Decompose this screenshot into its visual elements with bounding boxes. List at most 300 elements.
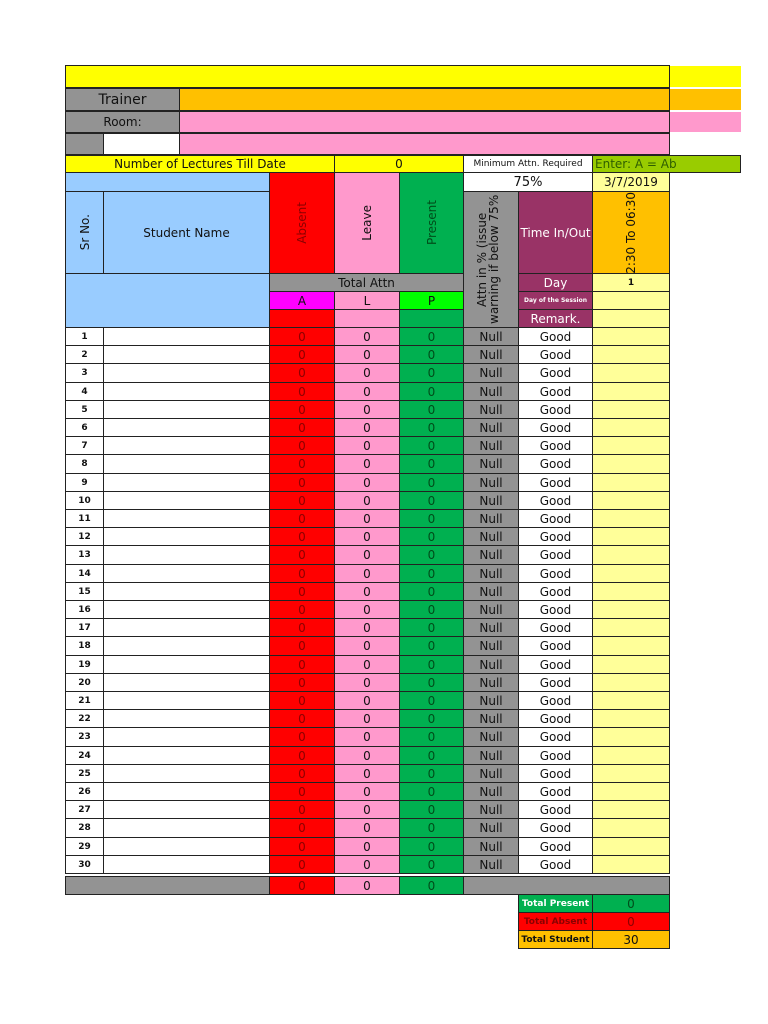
row-day-entry[interactable]	[592, 782, 670, 801]
row-present-count: 0	[399, 473, 464, 492]
row-day-entry[interactable]	[592, 363, 670, 383]
row-remark: Good	[518, 618, 593, 637]
row-sr-no: 30	[65, 855, 104, 874]
row-absent-count: 0	[269, 564, 335, 583]
row-attn-pct: Null	[463, 818, 519, 838]
row-remark: Good	[518, 400, 593, 419]
row-sr-no: 16	[65, 600, 104, 619]
row-sr-no: 24	[65, 746, 104, 765]
session-time-cell[interactable]	[592, 191, 670, 274]
trainer-label-cell	[65, 88, 180, 111]
session-time-value: 2:30 To 06:30	[624, 191, 638, 274]
row-remark: Good	[518, 655, 593, 674]
row-student-name[interactable]	[103, 800, 270, 819]
row-leave-count: 0	[334, 491, 400, 510]
l-blank-cell	[334, 309, 400, 328]
row-leave-count: 0	[334, 600, 400, 619]
row-present-count: 0	[399, 746, 464, 765]
p-blank-cell	[399, 309, 464, 328]
leave-label: Leave	[360, 205, 374, 241]
row-attn-pct: Null	[463, 618, 519, 637]
student-name-label: Student Name	[143, 225, 230, 240]
time-in-out-label: Time In/Out	[520, 225, 591, 240]
row-day-entry[interactable]	[592, 382, 670, 401]
row-leave-count: 0	[334, 582, 400, 601]
row-day-entry[interactable]	[592, 582, 670, 601]
row-leave-count: 0	[334, 618, 400, 637]
row-day-entry[interactable]	[592, 655, 670, 674]
row-student-name[interactable]	[103, 400, 270, 419]
absent-header	[269, 172, 335, 274]
row-attn-pct: Null	[463, 363, 519, 383]
trainer-value-cell[interactable]	[179, 88, 670, 111]
row-leave-count: 0	[334, 400, 400, 419]
remark-header	[518, 309, 593, 328]
row-present-count: 0	[399, 454, 464, 474]
row-absent-count: 0	[269, 491, 335, 510]
row-remark: Good	[518, 782, 593, 801]
row-attn-pct: Null	[463, 582, 519, 601]
row-student-name[interactable]	[103, 837, 270, 856]
row-leave-count: 0	[334, 345, 400, 364]
date-cell[interactable]	[592, 172, 670, 192]
total-present-col	[399, 876, 464, 895]
total-attn-label: Total Attn	[338, 275, 395, 290]
row-attn-pct: Null	[463, 491, 519, 510]
row-student-name[interactable]	[103, 746, 270, 765]
l-label: L	[363, 293, 371, 308]
row-absent-count: 0	[269, 837, 335, 856]
row-sr-no: 27	[65, 800, 104, 819]
summary-present-value: 0	[627, 896, 635, 911]
blank-white-cell[interactable]	[103, 133, 180, 155]
row-remark: Good	[518, 818, 593, 838]
row-absent-count: 0	[269, 782, 335, 801]
row-sr-no: 22	[65, 709, 104, 728]
row-student-name[interactable]	[103, 509, 270, 528]
row-attn-pct: Null	[463, 727, 519, 747]
row-remark: Good	[518, 327, 593, 346]
row-absent-count: 0	[269, 818, 335, 838]
row-sr-no: 10	[65, 491, 104, 510]
row-student-name[interactable]	[103, 527, 270, 546]
row-day-entry[interactable]	[592, 400, 670, 419]
present-header	[399, 172, 464, 274]
row-attn-pct: Null	[463, 855, 519, 874]
row-present-count: 0	[399, 673, 464, 692]
summary-absent-value-cell	[592, 912, 670, 931]
row-present-count: 0	[399, 491, 464, 510]
row-remark: Good	[518, 564, 593, 583]
summary-present-label: Total Present	[521, 898, 590, 909]
row-leave-count: 0	[334, 855, 400, 874]
row-sr-no: 9	[65, 473, 104, 492]
header-blank-bottom	[65, 273, 270, 328]
row-absent-count: 0	[269, 382, 335, 401]
row-absent-count: 0	[269, 600, 335, 619]
day-of-session-cell[interactable]	[592, 291, 670, 310]
row-day-entry[interactable]	[592, 818, 670, 838]
day-of-session-label: Day of the Session	[524, 297, 587, 304]
row-present-count: 0	[399, 800, 464, 819]
total-absent-col-value: 0	[298, 878, 306, 893]
row-student-name[interactable]	[103, 855, 270, 874]
day-label: Day	[543, 275, 568, 290]
remark-blank-cell[interactable]	[592, 309, 670, 328]
row-present-count: 0	[399, 545, 464, 565]
row-remark: Good	[518, 418, 593, 437]
p-header	[399, 291, 464, 310]
a-label: A	[297, 293, 307, 308]
row-sr-no: 21	[65, 691, 104, 710]
title-bar-overflow	[670, 66, 741, 87]
row-sr-no: 23	[65, 727, 104, 747]
row-student-name[interactable]	[103, 600, 270, 619]
row-absent-count: 0	[269, 655, 335, 674]
row-present-count: 0	[399, 818, 464, 838]
day-value-cell[interactable]	[592, 273, 670, 292]
row-absent-count: 0	[269, 764, 335, 783]
row-absent-count: 0	[269, 800, 335, 819]
row-remark: Good	[518, 363, 593, 383]
row-attn-pct: Null	[463, 436, 519, 455]
row-leave-count: 0	[334, 800, 400, 819]
row-attn-pct: Null	[463, 600, 519, 619]
row-remark: Good	[518, 746, 593, 765]
row-remark: Good	[518, 855, 593, 874]
row-absent-count: 0	[269, 545, 335, 565]
row-student-name[interactable]	[103, 473, 270, 492]
row-day-entry[interactable]	[592, 418, 670, 437]
row-leave-count: 0	[334, 473, 400, 492]
totals-blank-left	[65, 876, 270, 895]
row-sr-no: 6	[65, 418, 104, 437]
row-attn-pct: Null	[463, 746, 519, 765]
row-sr-no: 12	[65, 527, 104, 546]
row-present-count: 0	[399, 527, 464, 546]
row-day-entry[interactable]	[592, 345, 670, 364]
row-attn-pct: Null	[463, 655, 519, 674]
row-present-count: 0	[399, 418, 464, 437]
row-attn-pct: Null	[463, 636, 519, 656]
row-sr-no: 15	[65, 582, 104, 601]
row-absent-count: 0	[269, 855, 335, 874]
row-absent-count: 0	[269, 618, 335, 637]
room-value-overflow	[670, 112, 741, 132]
remark-label: Remark.	[530, 311, 581, 326]
l-header	[334, 291, 400, 310]
row-sr-no: 13	[65, 545, 104, 565]
row-absent-count: 0	[269, 363, 335, 383]
row-absent-count: 0	[269, 327, 335, 346]
title-bar[interactable]	[65, 65, 670, 88]
row-sr-no: 25	[65, 764, 104, 783]
row-absent-count: 0	[269, 454, 335, 474]
room-label-cell	[65, 111, 180, 133]
row-student-name[interactable]	[103, 454, 270, 474]
totals-blank-right	[463, 876, 670, 895]
row-leave-count: 0	[334, 454, 400, 474]
summary-absent-label-cell	[518, 912, 593, 931]
row-leave-count: 0	[334, 727, 400, 747]
row-sr-no: 1	[65, 327, 104, 346]
row-leave-count: 0	[334, 746, 400, 765]
row-leave-count: 0	[334, 509, 400, 528]
min-attn-value: 75%	[513, 174, 543, 190]
row-present-count: 0	[399, 400, 464, 419]
row-absent-count: 0	[269, 418, 335, 437]
row-absent-count: 0	[269, 746, 335, 765]
row-day-entry[interactable]	[592, 473, 670, 492]
row-day-entry[interactable]	[592, 764, 670, 783]
row-student-name[interactable]	[103, 782, 270, 801]
summary-absent-value: 0	[627, 914, 635, 929]
row-student-name[interactable]	[103, 564, 270, 583]
row-day-entry[interactable]	[592, 454, 670, 474]
min-attn-label: Minimum Attn. Required	[473, 159, 583, 169]
student-name-header	[103, 191, 270, 274]
row-sr-no: 2	[65, 345, 104, 364]
row-student-name[interactable]	[103, 363, 270, 383]
row-sr-no: 8	[65, 454, 104, 474]
row-attn-pct: Null	[463, 345, 519, 364]
row-attn-pct: Null	[463, 527, 519, 546]
row-student-name[interactable]	[103, 382, 270, 401]
row-present-count: 0	[399, 582, 464, 601]
row-present-count: 0	[399, 618, 464, 637]
row-day-entry[interactable]	[592, 564, 670, 583]
row-student-name[interactable]	[103, 673, 270, 692]
lectures-label: Number of Lectures Till Date	[114, 157, 286, 171]
time-in-out-header	[518, 191, 593, 274]
row-absent-count: 0	[269, 691, 335, 710]
row-present-count: 0	[399, 691, 464, 710]
row-day-entry[interactable]	[592, 636, 670, 656]
row-day-entry[interactable]	[592, 800, 670, 819]
row-student-name[interactable]	[103, 618, 270, 637]
row-attn-pct: Null	[463, 691, 519, 710]
row-day-entry[interactable]	[592, 436, 670, 455]
row-day-entry[interactable]	[592, 600, 670, 619]
row-student-name[interactable]	[103, 709, 270, 728]
summary-present-label-cell	[518, 894, 593, 913]
lectures-value-cell[interactable]	[334, 155, 464, 173]
row-student-name[interactable]	[103, 655, 270, 674]
row-remark: Good	[518, 709, 593, 728]
row-remark: Good	[518, 509, 593, 528]
min-attn-label-cell	[463, 155, 593, 173]
row-remark: Good	[518, 727, 593, 747]
row-leave-count: 0	[334, 436, 400, 455]
a-header	[269, 291, 335, 310]
row-student-name[interactable]	[103, 727, 270, 747]
sr-no-header	[65, 191, 104, 274]
row-day-entry[interactable]	[592, 673, 670, 692]
row-absent-count: 0	[269, 436, 335, 455]
row-sr-no: 3	[65, 363, 104, 383]
row-sr-no: 17	[65, 618, 104, 637]
row-sr-no: 4	[65, 382, 104, 401]
row-leave-count: 0	[334, 545, 400, 565]
row-leave-count: 0	[334, 418, 400, 437]
lectures-value: 0	[395, 157, 403, 171]
row-attn-pct: Null	[463, 673, 519, 692]
row-student-name[interactable]	[103, 636, 270, 656]
row-leave-count: 0	[334, 709, 400, 728]
row-attn-pct: Null	[463, 764, 519, 783]
row-day-entry[interactable]	[592, 491, 670, 510]
row-day-entry[interactable]	[592, 545, 670, 565]
row-sr-no: 14	[65, 564, 104, 583]
row-leave-count: 0	[334, 655, 400, 674]
row-present-count: 0	[399, 727, 464, 747]
row-leave-count: 0	[334, 691, 400, 710]
row-absent-count: 0	[269, 400, 335, 419]
row-present-count: 0	[399, 782, 464, 801]
day-header	[518, 273, 593, 292]
row-attn-pct: Null	[463, 709, 519, 728]
row-remark: Good	[518, 800, 593, 819]
row-remark: Good	[518, 673, 593, 692]
row-day-entry[interactable]	[592, 509, 670, 528]
row-leave-count: 0	[334, 636, 400, 656]
row-present-count: 0	[399, 436, 464, 455]
row-present-count: 0	[399, 509, 464, 528]
row-day-entry[interactable]	[592, 746, 670, 765]
row-present-count: 0	[399, 764, 464, 783]
summary-absent-label: Total Absent	[523, 916, 588, 927]
row-sr-no: 19	[65, 655, 104, 674]
row-attn-pct: Null	[463, 473, 519, 492]
row-attn-pct: Null	[463, 837, 519, 856]
row-sr-no: 18	[65, 636, 104, 656]
row-absent-count: 0	[269, 345, 335, 364]
row-day-entry[interactable]	[592, 691, 670, 710]
row-remark: Good	[518, 454, 593, 474]
row-sr-no: 11	[65, 509, 104, 528]
room-value-cell[interactable]	[179, 111, 670, 133]
leave-header	[334, 172, 400, 274]
row-student-name[interactable]	[103, 764, 270, 783]
row-attn-pct: Null	[463, 454, 519, 474]
row-student-name[interactable]	[103, 436, 270, 455]
row-student-name[interactable]	[103, 818, 270, 838]
trainer-label: Trainer	[98, 91, 147, 108]
room-label: Room:	[103, 115, 142, 129]
row-remark: Good	[518, 764, 593, 783]
row-day-entry[interactable]	[592, 855, 670, 874]
row-leave-count: 0	[334, 363, 400, 383]
row-sr-no: 7	[65, 436, 104, 455]
row-day-entry[interactable]	[592, 709, 670, 728]
row-remark: Good	[518, 527, 593, 546]
total-absent-col	[269, 876, 335, 895]
row-absent-count: 0	[269, 582, 335, 601]
row-student-name[interactable]	[103, 491, 270, 510]
summary-present-value-cell	[592, 894, 670, 913]
present-label: Present	[424, 200, 439, 246]
row-present-count: 0	[399, 655, 464, 674]
row-student-name[interactable]	[103, 418, 270, 437]
day-of-session-header	[518, 291, 593, 310]
row-sr-no: 28	[65, 818, 104, 838]
row-day-entry[interactable]	[592, 837, 670, 856]
summary-students-label: Total Student	[521, 934, 590, 945]
row-student-name[interactable]	[103, 327, 270, 346]
row-day-entry[interactable]	[592, 527, 670, 546]
row-leave-count: 0	[334, 382, 400, 401]
enter-hint-cell	[592, 155, 741, 173]
day-value: 1	[627, 277, 635, 288]
row-remark: Good	[518, 636, 593, 656]
blank-pink-cell[interactable]	[179, 133, 670, 155]
header-blank-top	[65, 172, 270, 192]
row-present-count: 0	[399, 382, 464, 401]
row-present-count: 0	[399, 636, 464, 656]
row-attn-pct: Null	[463, 400, 519, 419]
row-day-entry[interactable]	[592, 618, 670, 637]
row-present-count: 0	[399, 327, 464, 346]
summary-students-value-cell	[592, 930, 670, 949]
row-absent-count: 0	[269, 473, 335, 492]
row-remark: Good	[518, 545, 593, 565]
row-day-entry[interactable]	[592, 327, 670, 346]
row-leave-count: 0	[334, 764, 400, 783]
row-present-count: 0	[399, 855, 464, 874]
attn-pct-header	[463, 191, 519, 328]
row-student-name[interactable]	[103, 582, 270, 601]
row-present-count: 0	[399, 363, 464, 383]
row-present-count: 0	[399, 600, 464, 619]
row-attn-pct: Null	[463, 545, 519, 565]
row-remark: Good	[518, 473, 593, 492]
blank-gray-cell	[65, 133, 104, 155]
row-present-count: 0	[399, 709, 464, 728]
lectures-label-cell	[65, 155, 335, 173]
trainer-value-overflow	[670, 89, 741, 110]
row-absent-count: 0	[269, 727, 335, 747]
min-attn-value-cell	[463, 172, 593, 192]
row-day-entry[interactable]	[592, 727, 670, 747]
p-label: P	[427, 293, 436, 308]
row-leave-count: 0	[334, 782, 400, 801]
row-absent-count: 0	[269, 636, 335, 656]
total-attn-header	[269, 273, 464, 292]
sr-no-label: Sr No.	[77, 214, 92, 251]
summary-students-label-cell	[518, 930, 593, 949]
row-leave-count: 0	[334, 837, 400, 856]
row-absent-count: 0	[269, 673, 335, 692]
row-attn-pct: Null	[463, 327, 519, 346]
row-remark: Good	[518, 837, 593, 856]
row-remark: Good	[518, 382, 593, 401]
row-present-count: 0	[399, 564, 464, 583]
row-sr-no: 29	[65, 837, 104, 856]
row-absent-count: 0	[269, 527, 335, 546]
row-remark: Good	[518, 582, 593, 601]
row-remark: Good	[518, 491, 593, 510]
row-student-name[interactable]	[103, 345, 270, 364]
date-value: 3/7/2019	[604, 175, 658, 189]
row-attn-pct: Null	[463, 800, 519, 819]
row-student-name[interactable]	[103, 691, 270, 710]
row-leave-count: 0	[334, 673, 400, 692]
row-student-name[interactable]	[103, 545, 270, 565]
row-remark: Good	[518, 345, 593, 364]
enter-hint: Enter: A = Ab	[595, 157, 677, 171]
attn-pct-label: Attn in % (issue warning if below 75%	[475, 194, 501, 325]
row-leave-count: 0	[334, 818, 400, 838]
